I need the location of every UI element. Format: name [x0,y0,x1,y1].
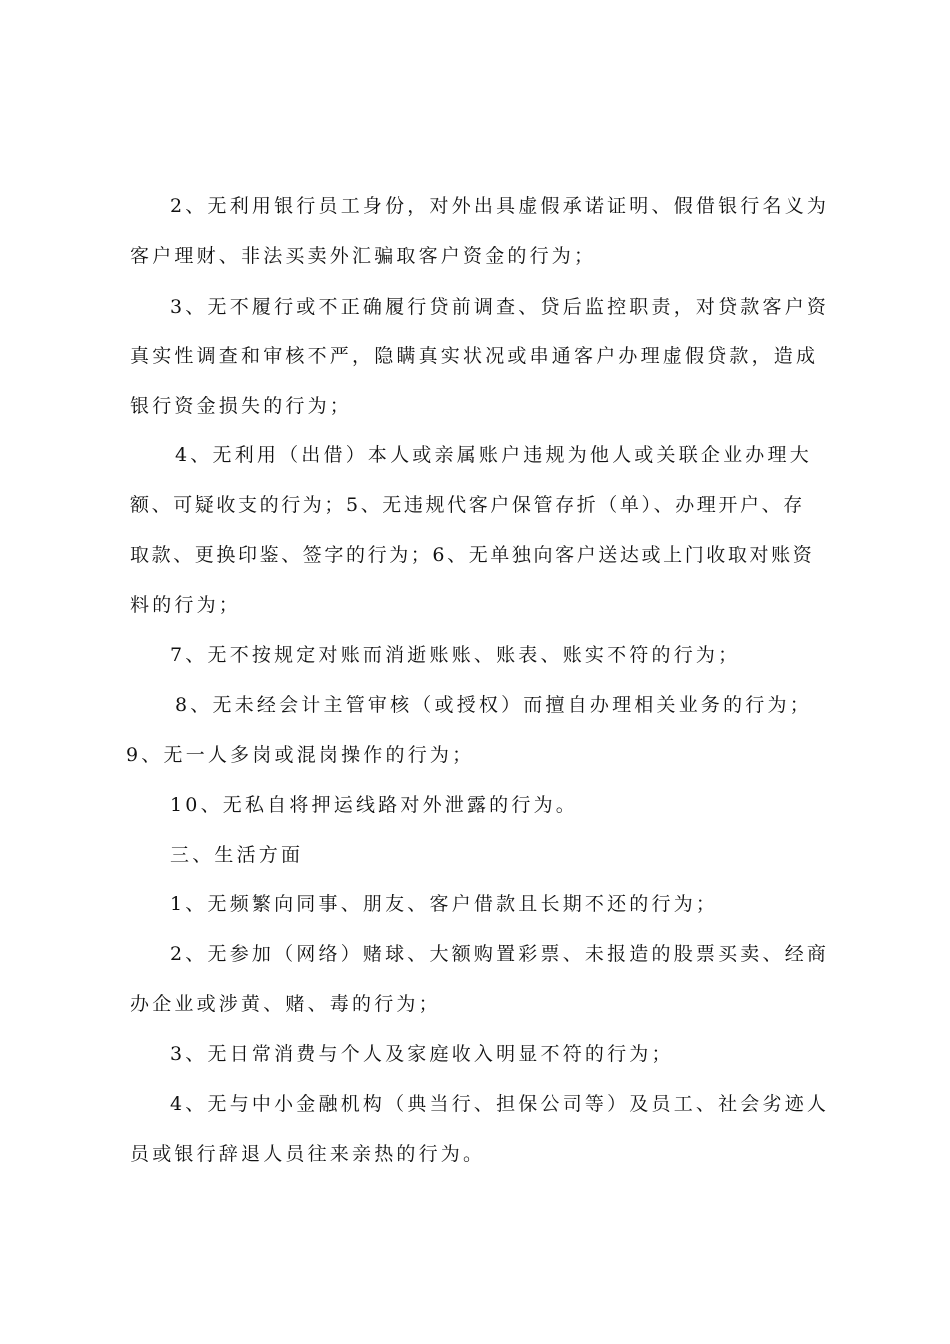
text-line: 办企业或涉黄、赌、毒的行为； [130,993,441,1015]
text-line: 银行资金损失的行为； [130,395,353,417]
text-line: 8、无未经会计主管审核（或授权）而擅自办理相关业务的行为； [175,694,812,716]
text-line: 3、无不履行或不正确履行贷前调查、贷后监控职责，对贷款客户资 [170,296,830,318]
text-line: 7、无不按规定对账而消逝账账、账表、账实不符的行为； [170,644,741,666]
section-heading: 三、生活方面 [170,844,304,866]
text-line: 员或银行辞退人员往来亲热的行为。 [130,1143,486,1165]
text-line: 3、无日常消费与个人及家庭收入明显不符的行为； [170,1043,674,1065]
text-line: 真实性调查和审核不严，隐瞒真实状况或串通客户办理虚假贷款，造成 [130,345,819,367]
text-line: 9、无一人多岗或混岗操作的行为； [126,744,475,766]
text-line: 10、无私自将押运线路对外泄露的行为。 [170,794,578,816]
text-line: 料的行为； [130,594,242,616]
text-line: 4、无利用（出借）本人或亲属账户违规为他人或关联企业办理大 [175,444,812,466]
text-line: 额、可疑收支的行为；5、无违规代客户保管存折（单）、办理开户、存 [130,494,805,516]
text-line: 2、无参加（网络）赌球、大额购置彩票、未报造的股票买卖、经商 [170,943,830,965]
text-line: 取款、更换印鉴、签字的行为；6、无单独向客户送达或上门收取对账资 [130,544,815,566]
text-line: 2、无利用银行员工身份，对外出具虚假承诺证明、假借银行名义为 [170,195,830,217]
text-line: 1、无频繁向同事、朋友、客户借款且长期不还的行为； [170,893,719,915]
text-line: 客户理财、非法买卖外汇骗取客户资金的行为； [130,245,597,267]
text-line: 4、无与中小金融机构（典当行、担保公司等）及员工、社会劣迹人 [170,1093,830,1115]
